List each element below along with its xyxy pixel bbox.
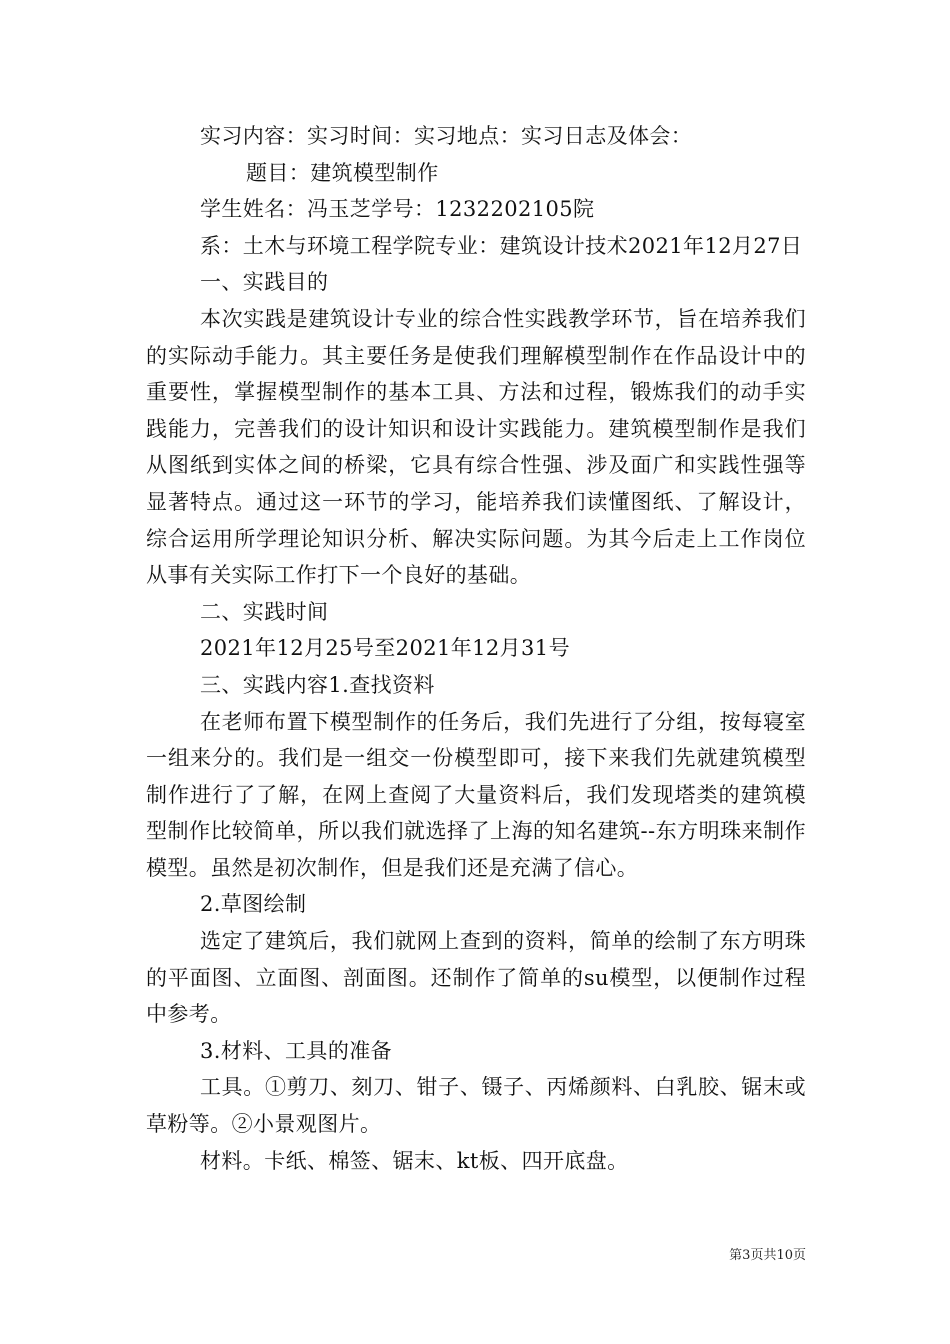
subheading-materials: 3.材料、工具的准备 [200,1038,393,1063]
research-paragraph: 在老师布置下模型制作的任务后，我们先进行了分组，按每寝室一组来分的。我们是一组交一份模型即可，接下来我们先就建筑模型制作进行了了解，在网上查阅了大量资料后，我们发现塔类的建筑模型制作比较简单，所以我们就选择了上海的知名建筑--东方明珠来制作模型。虽然是初次制作，但是我们还是充满了信心。 [146,709,806,880]
topic-line: 题目：建筑模型制作 [246,160,439,185]
document-body [146,118,806,1179]
student-info-line: 学生姓名：冯玉芝学号：1232202105院 [200,197,595,222]
section-heading-purpose: 一、实践目的 [200,270,329,295]
section-heading-time: 二、实践时间 [200,599,329,624]
sketch-paragraph: 选定了建筑后，我们就网上查到的资料，简单的绘制了东方明珠的平面图、立面图、剖面图。还制作了简单的su模型，以便制作过程中参考。 [146,929,806,1027]
time-range-line: 2021年12月25号至2021年12月31号 [200,636,570,661]
section-heading-content: 三、实践内容1.查找资料 [200,672,435,697]
internship-info-line: 实习内容：实习时间：实习地点：实习日志及体会： [200,124,693,148]
purpose-paragraph: 本次实践是建筑设计专业的综合性实践教学环节，旨在培养我们的实际动手能力。其主要任务是使我们理解模型制作在作品设计中的重要性，掌握模型制作的基本工具、方法和过程，锻炼我们的动手实践能力，完善我们的设计知识和设计实践能力。建筑模型制作是我们从图纸到实体之间的桥梁，它具有综合性强、涉及面广和实践性强等显著特点。通过这一环节的学习，能培养我们读懂图纸、了解设计，综合运用所学理论知识分析、解决实际问题。为其今后走上工作岗位从事有关实际工作打下一个良好的基础。 [146,306,806,588]
page-number-footer: 第3页共10页 [729,1248,806,1263]
department-date-line: 系：土木与环境工程学院专业：建筑设计技术2021年12月27日 [200,233,803,258]
subheading-sketch: 2.草图绘制 [200,892,307,917]
materials-paragraph: 材料。卡纸、棉签、锯末、kt板、四开底盘。 [200,1148,629,1173]
tools-paragraph: 工具。①剪刀、刻刀、钳子、镊子、丙烯颜料、白乳胶、锯末或草粉等。②小景观图片。 [146,1075,806,1137]
